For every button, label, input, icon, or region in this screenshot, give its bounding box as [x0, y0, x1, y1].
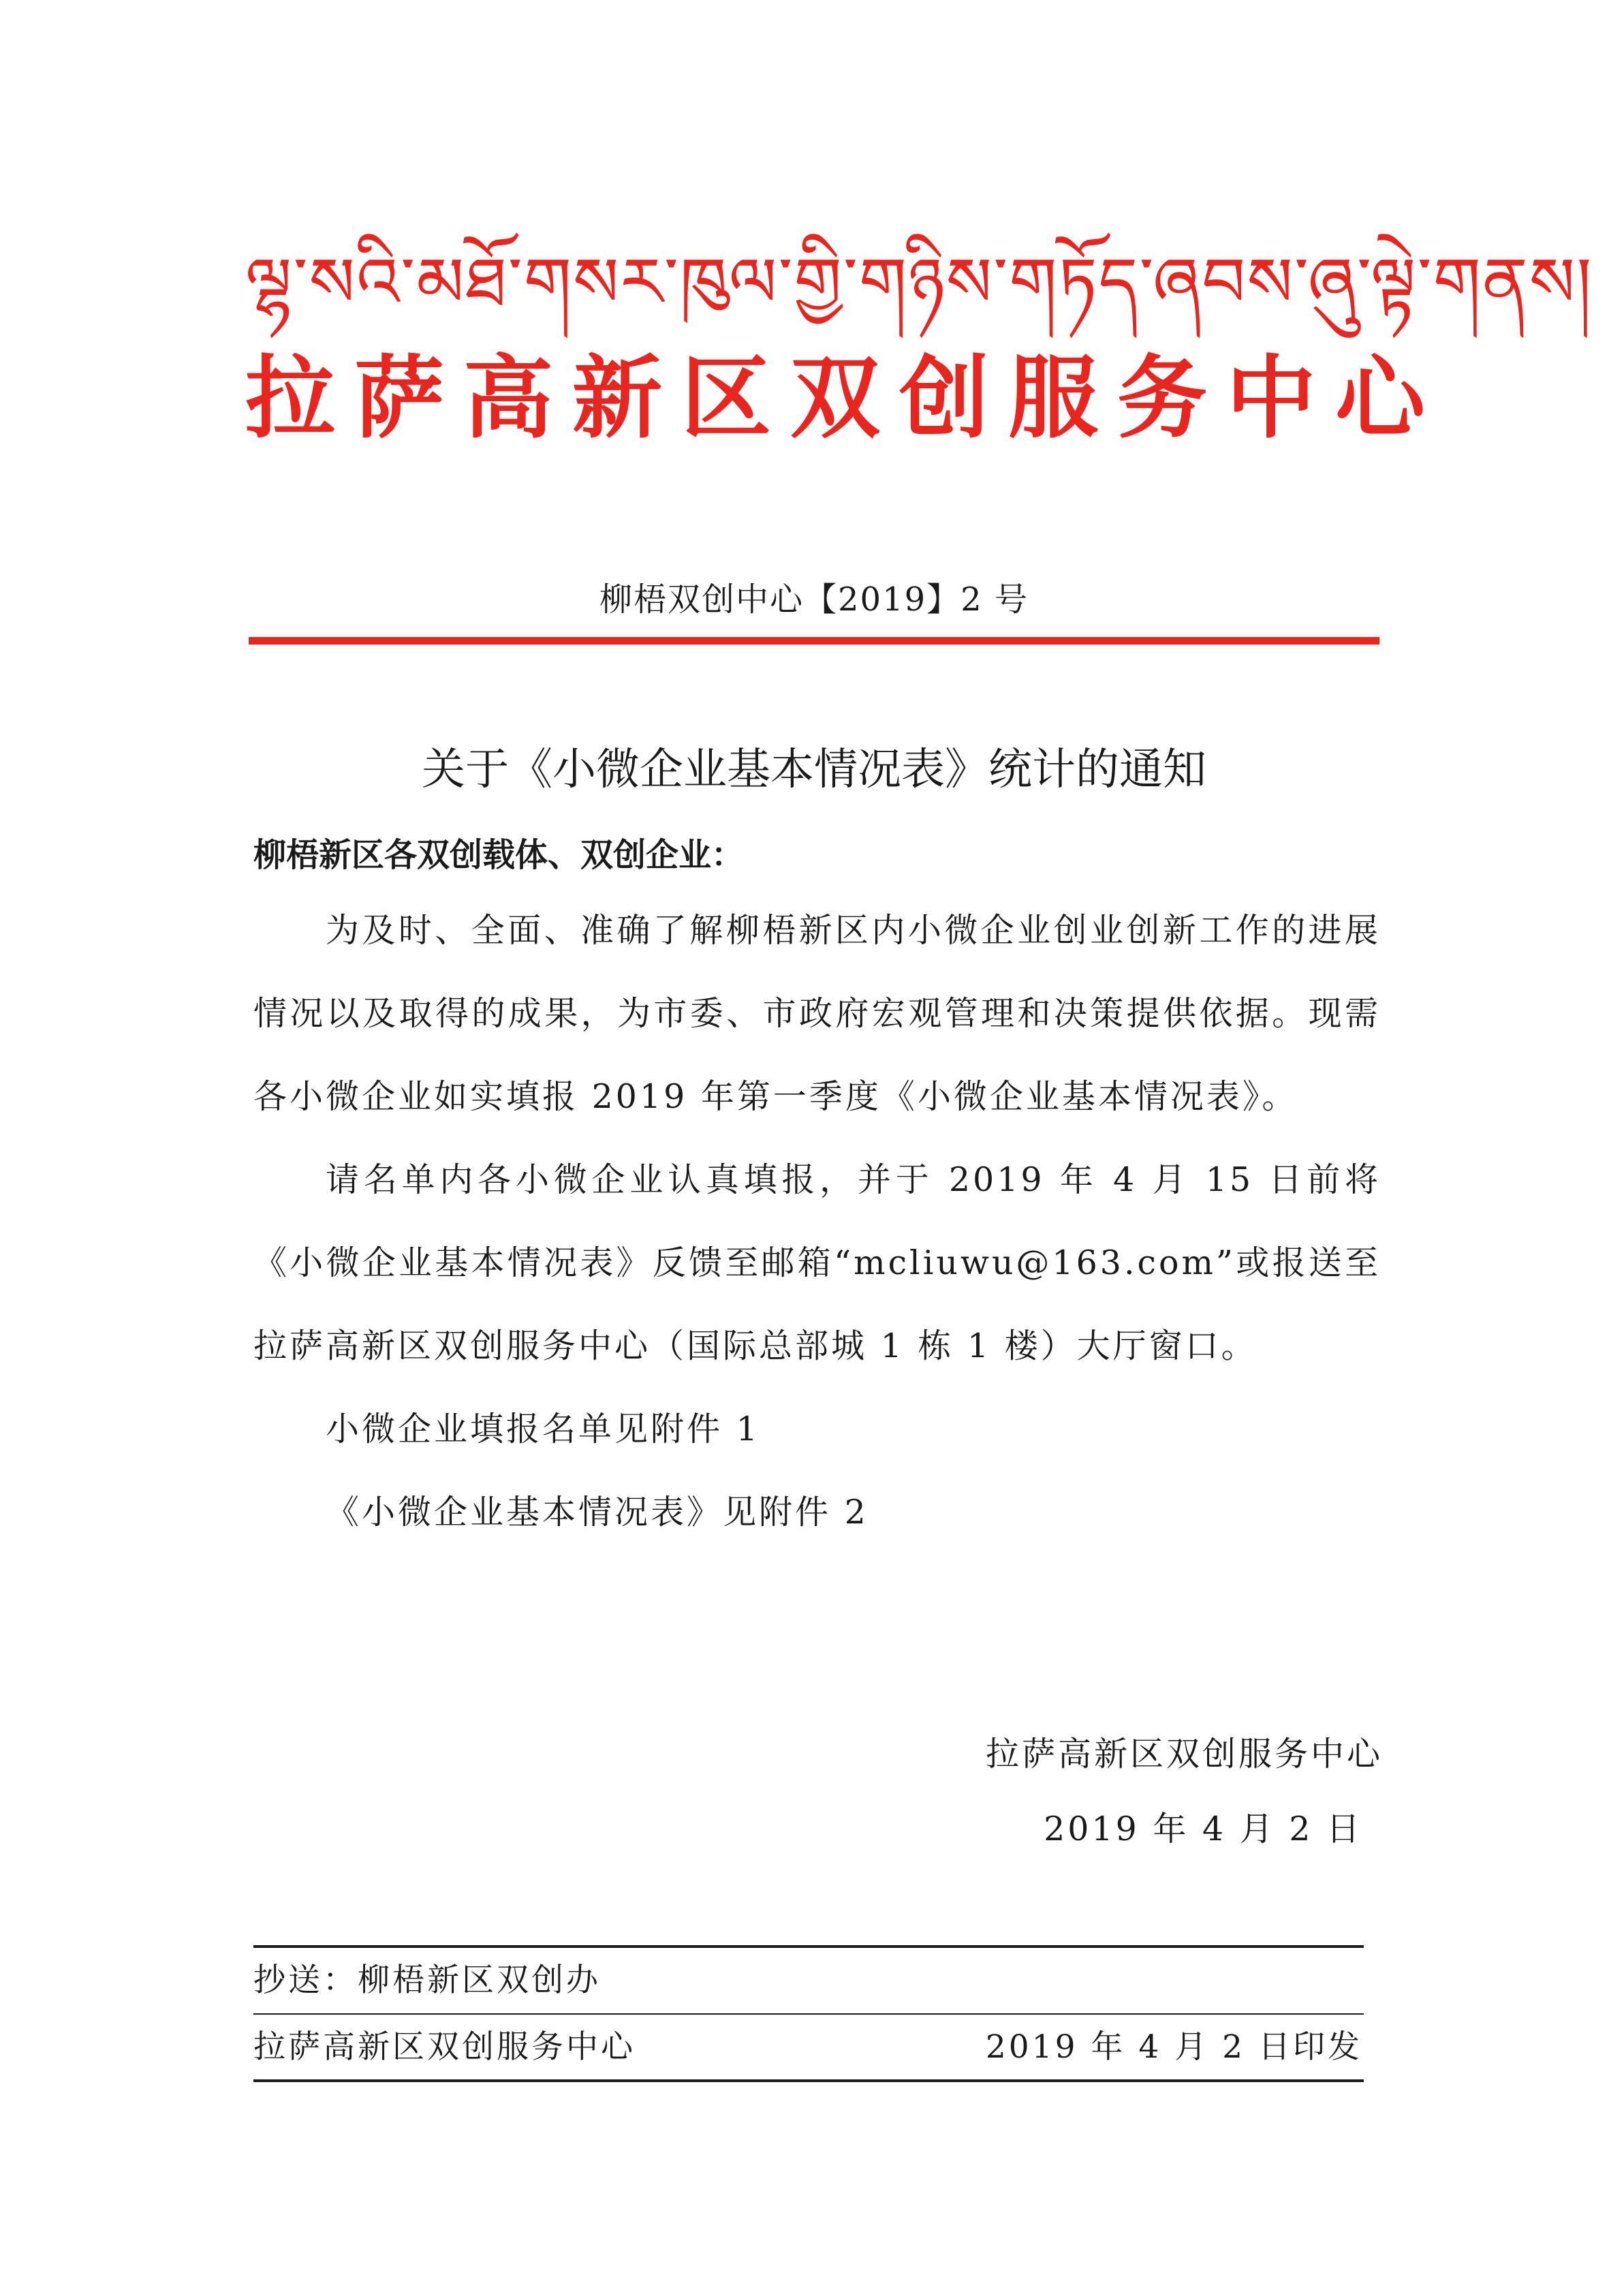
notice-title: 关于《小微企业基本情况表》统计的通知 [422, 745, 1206, 795]
footer-top-rule [253, 1945, 1364, 1948]
footer-issuer: 拉萨高新区双创服务中心 [253, 2028, 636, 2066]
letterhead-tibetan-name: ལྷ་སའི་མཐོ་གསར་ཁུལ་གྱི་གཉིས་གཏོད་ཞབས་ཞུ་ལྟེ་གནས། [245, 243, 1593, 322]
footer-issue-date: 2019 年 4 月 2 日印发 [985, 2028, 1362, 2066]
letterhead-organization-name: 拉萨高新区双创服务中心 [245, 346, 1444, 451]
letterhead-red-divider [249, 637, 1379, 645]
signature-organization: 拉萨高新区双创服务中心 [985, 1735, 1383, 1773]
signature-date: 2019 年 4 月 2 日 [1044, 1810, 1362, 1848]
notice-paragraph-1: 为及时、全面、准确了解柳梧新区内小微企业创业创新工作的进展情况以及取得的成果，为市委、市政府宏观管理和决策提供依据。现需各小微企业如实填报 2019 年第一季度《小微企业基本情况表》。 [253, 911, 1381, 1116]
footer-middle-rule [253, 2013, 1364, 2015]
footer-cc: 抄送：柳梧新区双创办 [253, 1962, 601, 1999]
document-number: 柳梧双创中心【2019】2 号 [599, 580, 1029, 619]
attachment-1-note: 小微企业填报名单见附件 1 [326, 1410, 760, 1448]
footer-bottom-rule [253, 2079, 1364, 2082]
notice-paragraph-2: 请名单内各小微企业认真填报，并于 2019 年 4 月 15 日前将《小微企业基本情况表》反馈至邮箱“mcliuwu@163.com”或报送至拉萨高新区双创服务中心（国际总部城 1 栋 1 楼）大厅窗口。 [253, 1160, 1381, 1365]
notice-addressee: 柳梧新区各双创载体、双创企业： [253, 836, 745, 874]
attachment-2-note: 《小微企业基本情况表》见附件 2 [326, 1493, 869, 1532]
